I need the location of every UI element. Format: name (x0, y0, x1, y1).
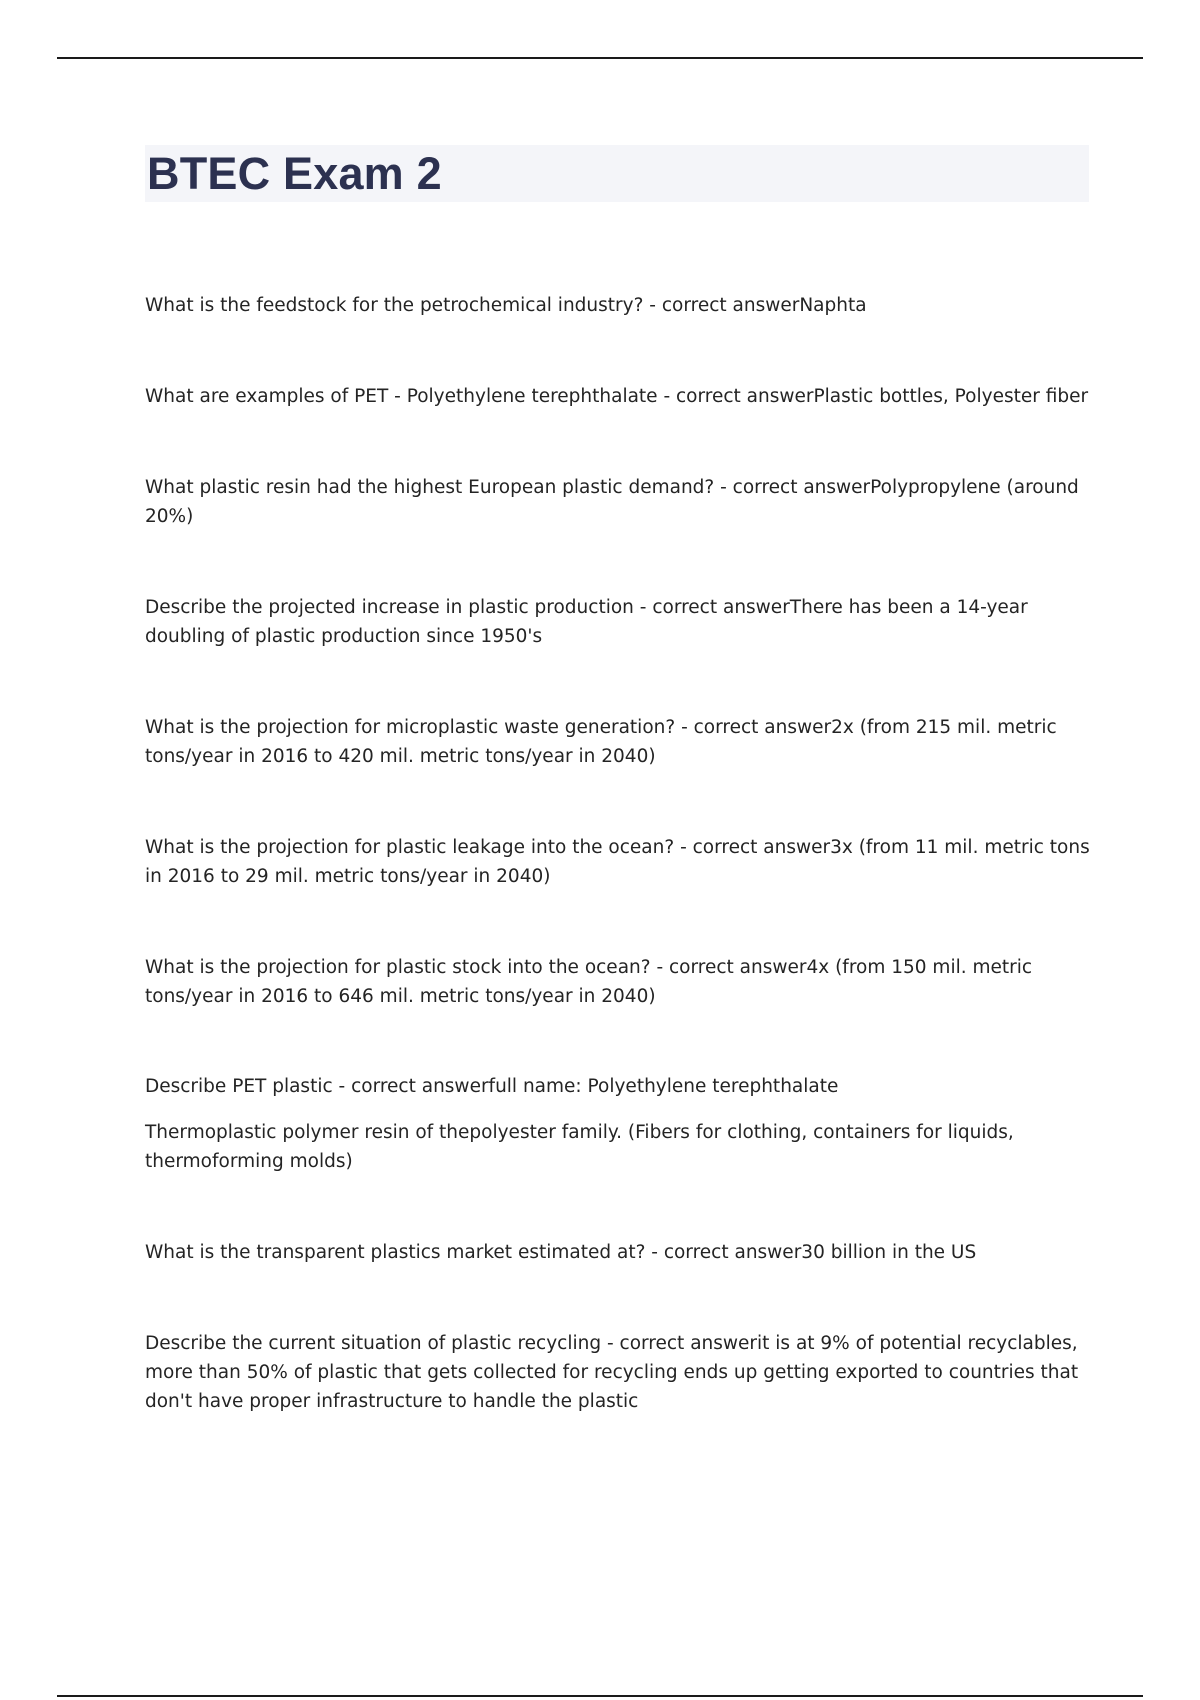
qa-item (145, 382, 1095, 411)
qa-text: What are examples of PET - Polyethylene terephthalate - correct answerPlastic bottles, Polyester fiber (145, 386, 1089, 407)
qa-text-continued: Thermoplastic polymer resin of thepolyester family. (Fibers for clothing, containers for liquids, thermoforming molds) (145, 1122, 1014, 1172)
qa-item (145, 953, 1095, 1011)
qa-text: Describe the projected increase in plastic production - correct answerThere has been a 14-year doubling of plastic production since 1950's (145, 597, 1028, 647)
qa-item (145, 291, 1095, 320)
qa-text: Describe the current situation of plastic recycling - correct answerit is at 9% of potential recyclables, more than 50% of plastic that gets collected for recycling ends up getting exported to countries that don't have proper infrastructure to handle the plastic (145, 1333, 1079, 1412)
page-title: BTEC Exam 2 (147, 148, 442, 199)
qa-item (145, 1072, 1095, 1176)
qa-item (145, 473, 1095, 531)
title-band (145, 145, 1089, 202)
qa-text: What is the feedstock for the petrochemical industry? - correct answerNaphta (145, 295, 867, 316)
qa-item (145, 593, 1095, 651)
qa-item (145, 713, 1095, 771)
qa-text: What is the projection for microplastic waste generation? - correct answer2x (from 215 mil. metric tons/year in 2016 to 420 mil. metric tons/year in 2040) (145, 717, 1057, 767)
qa-text: Describe PET plastic - correct answerfull name: Polyethylene terephthalate (145, 1076, 839, 1097)
qa-text: What is the projection for plastic stock into the ocean? - correct answer4x (from 150 mil. metric tons/year in 2016 to 646 mil. metric tons/year in 2040) (145, 957, 1033, 1007)
qa-text: What is the projection for plastic leakage into the ocean? - correct answer3x (from 11 mil. metric tons in 2016 to 29 mil. metric tons/year in 2040) (145, 837, 1090, 887)
qa-item (145, 1329, 1095, 1416)
qa-text: What is the transparent plastics market estimated at? - correct answer30 billion in the US (145, 1242, 977, 1263)
qa-text: What plastic resin had the highest European plastic demand? - correct answerPolypropylene (around 20%) (145, 477, 1079, 527)
top-divider (57, 57, 1143, 59)
qa-item (145, 833, 1095, 891)
bottom-divider (57, 1695, 1143, 1697)
qa-item (145, 1238, 1095, 1267)
